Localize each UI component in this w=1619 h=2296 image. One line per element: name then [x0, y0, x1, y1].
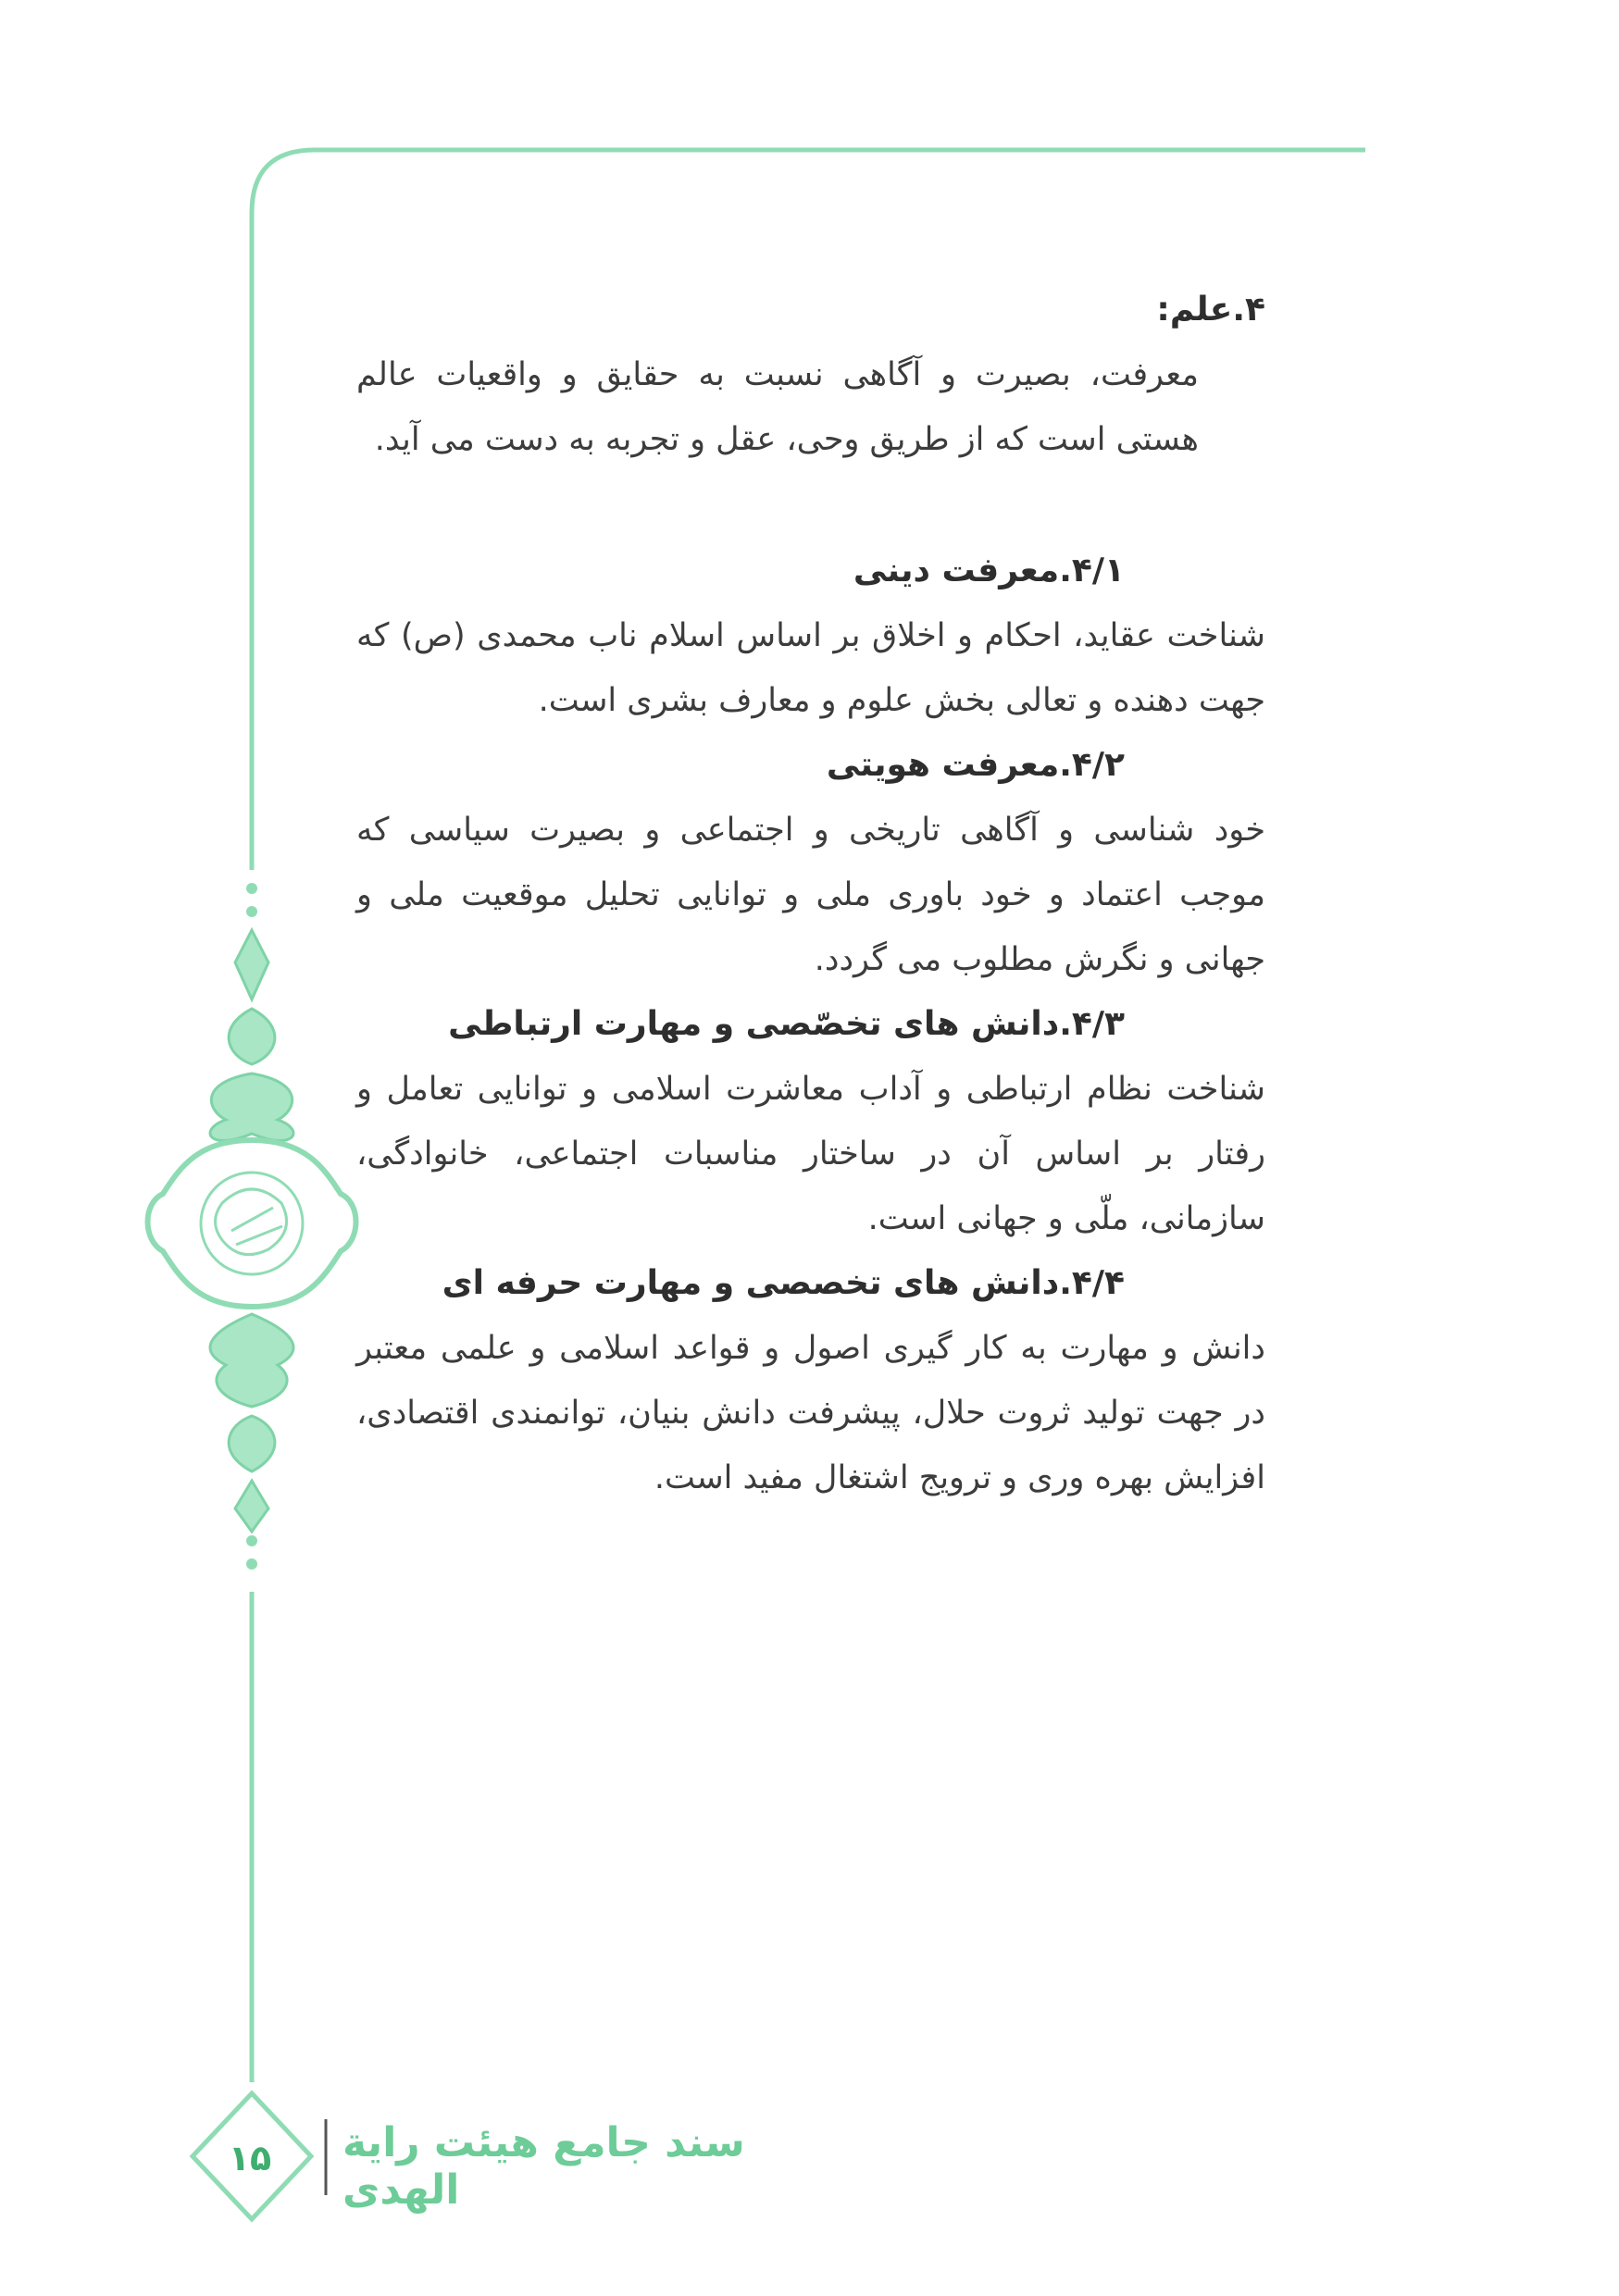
- section-body-4-3: شناخت نظام ارتباطی و آداب معاشرت اسلامی و توانایی تعامل و رفتار بر اساس آن در ساختار مناسبات اجتماعی، خانوادگی، سازمانی، ملّی و جهانی است.: [356, 1071, 1265, 1237]
- section-body-4-2: خود شناسی و آگاهی تاریخی و اجتماعی و بصیرت سیاسی که موجب اعتماد و خود باوری ملی و توانایی تحلیل موقعیت ملی و جهانی و نگرش مطلوب می گردد.: [356, 812, 1265, 978]
- medallion-ornament: [148, 930, 356, 1532]
- section-heading-4-3: ۴/۳.دانش های تخصّصی و مهارت ارتباطی: [448, 1005, 1125, 1043]
- section-heading-4-2: ۴/۲.معرفت هویتی: [826, 746, 1125, 784]
- section-heading-4-1: ۴/۱.معرفت دینی: [853, 552, 1125, 590]
- section-heading-4-4: ۴/۴.دانش های تخصصی و مهارت حرفه ای: [442, 1264, 1125, 1302]
- section-body-main: معرفت، بصیرت و آگاهی نسبت به حقایق و واقعیات عالم هستی است که از طریق وحی، عقل و تجربه به دست می آید.: [356, 356, 1199, 458]
- section-body-4-1: شناخت عقاید، احکام و اخلاق بر اساس اسلام ناب محمدی (ص) که جهت دهنده و تعالی بخش علوم و معارف بشری است.: [356, 617, 1265, 719]
- section-heading-main: ۴.علم:: [1156, 291, 1265, 329]
- page-number: ۱۵: [228, 2138, 272, 2178]
- section-body-4-4: دانش و مهارت به کار گیری اصول و قواعد اسلامی و علمی معتبر در جهت تولید ثروت حلال، پیشرفت دانش بنیان، توانمندی اقتصادی، افزایش بهره وری و ترویج اشتغال مفید است.: [356, 1330, 1265, 1496]
- document-title: سند جامع هیئت رایة الهدی: [342, 2119, 745, 2214]
